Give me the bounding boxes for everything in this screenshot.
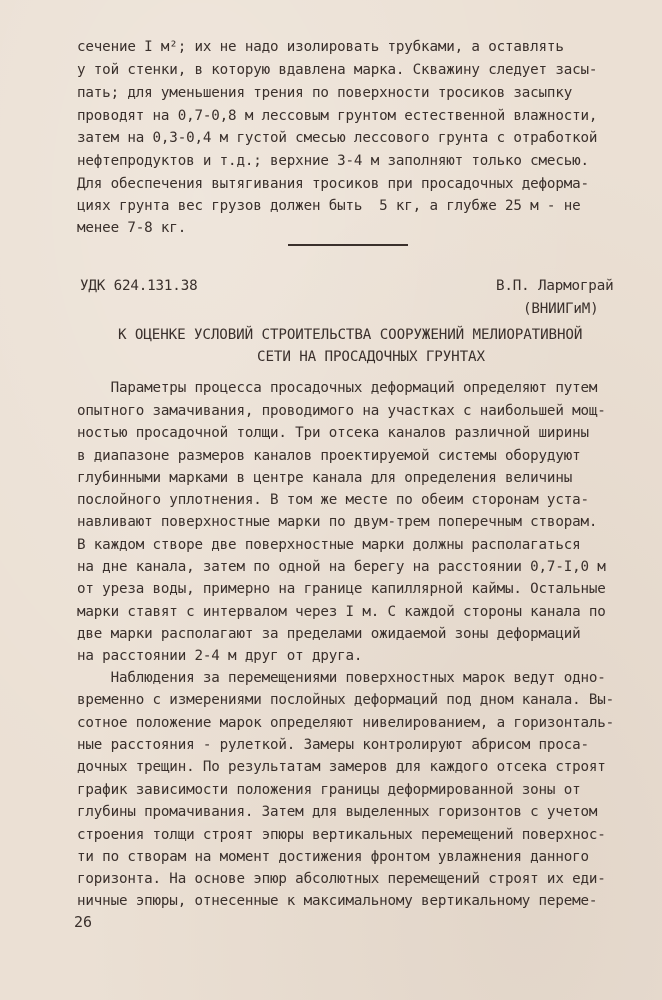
author-name: В.П. Лармограй [496, 278, 614, 294]
text-line: В каждом створе две поверхностные марки должны располагаться [77, 537, 581, 553]
udk-code: УДК 624.131.38 [80, 278, 198, 294]
text-line: график зависимости положения границы деформированной зоны от [77, 782, 581, 798]
text-line: строения толщи строят эпюры вертикальных перемещений поверхнос- [77, 827, 606, 843]
text-line: ные расстояния - рулеткой. Замеры контролируют абрисом проса- [77, 737, 589, 753]
text-line: временно с измерениями послойных деформаций под дном канала. Вы- [77, 692, 615, 708]
section-divider [288, 244, 408, 246]
text-line: горизонта. На основе эпюр абсолютных перемещений строят их еди- [77, 871, 606, 887]
text-line: нефтепродуктов и т.д.; верхние 3-4 м заполняют только смесью. [77, 153, 589, 169]
text-line: у той стенки, в которую вдавлена марка. Скважину следует засы- [77, 62, 598, 78]
text-line: сечение I м²; их не надо изолировать трубками, а оставлять [77, 39, 564, 55]
text-line: Наблюдения за перемещениями поверхностных марок ведут одно- [77, 670, 606, 686]
text-line: глубинными марками в центре канала для определения величины [77, 470, 573, 486]
text-line: Параметры процесса просадочных деформаций определяют путем [77, 380, 598, 396]
text-line: от уреза воды, примерно на границе капиллярной каймы. Остальные [77, 581, 606, 597]
text-line: послойного уплотнения. В том же месте по обеим сторонам уста- [77, 492, 589, 508]
text-line: менее 7-8 кг. [77, 220, 187, 236]
text-line: в диапазоне размеров каналов проектируемой системы оборудуют [77, 448, 581, 464]
text-line: ти по створам на момент достижения фронтом увлажнения данного [77, 849, 589, 865]
text-line: глубины промачивания. Затем для выделенных горизонтов с учетом [77, 804, 598, 820]
page-number: 26 [74, 913, 93, 931]
text-line: ностью просадочной толщи. Три отсека каналов различной ширины [77, 425, 589, 441]
text-line: сотное положение марок определяют нивелированием, а горизонталь- [77, 715, 615, 731]
text-line: циях грунта вес грузов должен быть 5 кг, а глубже 25 м - не [77, 198, 581, 214]
article-title-line-1: К ОЦЕНКЕ УСЛОВИЙ СТРОИТЕЛЬСТВА СООРУЖЕНИЙ МЕЛИОРАТИВНОЙ [118, 327, 583, 343]
text-line: ничные эпюры, отнесенные к максимальному вертикальному переме- [77, 893, 598, 909]
text-line: затем на 0,3-0,4 м густой смесью лессового грунта с отработкой [77, 130, 598, 146]
text-line: Для обеспечения вытягивания тросиков при просадочных деформа- [77, 176, 589, 192]
text-line: марки ставят с интервалом через I м. С каждой стороны канала по [77, 604, 606, 620]
article-title-line-2: СЕТИ НА ПРОСАДОЧНЫХ ГРУНТАХ [257, 349, 485, 365]
text-line: на дне канала, затем по одной на берегу на расстоянии 0,7-I,0 м [77, 559, 606, 575]
text-line: опытного замачивания, проводимого на участках с наибольшей мощ- [77, 403, 606, 419]
text-line: проводят на 0,7-0,8 м лессовым грунтом естественной влажности, [77, 108, 598, 124]
author-affiliation: (ВНИИГиМ) [523, 301, 599, 317]
text-line: на расстоянии 2-4 м друг от друга. [77, 648, 363, 664]
text-line: навливают поверхностные марки по двум-трем поперечным створам. [77, 514, 598, 530]
text-line: пать; для уменьшения трения по поверхности тросиков засыпку [77, 85, 573, 101]
text-line: дочных трещин. По результатам замеров для каждого отсека строят [77, 759, 606, 775]
text-line: две марки располагают за пределами ожидаемой зоны деформаций [77, 626, 581, 642]
